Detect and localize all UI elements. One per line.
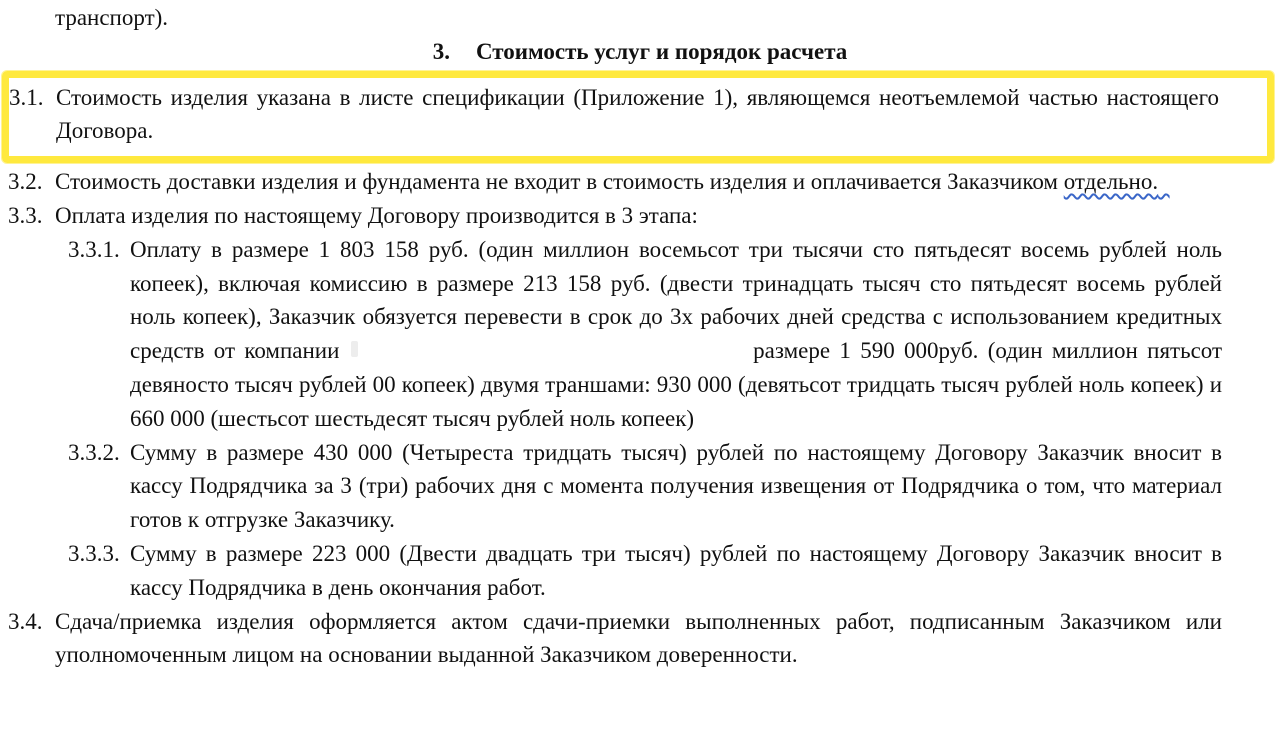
clause-3-4 bbox=[0, 605, 1280, 673]
redacted-company-name bbox=[349, 357, 744, 358]
clause-number: 3.3.3. bbox=[68, 540, 120, 566]
yellow-highlight-box bbox=[2, 71, 1274, 164]
previous-paragraph-fragment: транспорт). bbox=[55, 5, 169, 30]
clause-text-before-redaction: Оплату в размере 1 803 158 руб. (один миллион восемьсот три тысячи сто пятьдесят восемь рублей ноль копеек), включая комиссию в размере 213 158 руб. (двести тринадцать тысяч сто пятьдесят восемь рублей ноль копеек), Заказчик обязуется перевести в срок до 3х рабочих дней средства с использованием кредитных средств от компании bbox=[130, 236, 1222, 364]
clause-text bbox=[130, 233, 1280, 436]
clause-3-3-3 bbox=[0, 537, 1280, 605]
clause-text bbox=[55, 165, 1280, 199]
clause-3-3-1 bbox=[0, 233, 1280, 436]
clause-number: 3.2. bbox=[8, 169, 43, 195]
spellcheck-flagged-word: отдельно. bbox=[1063, 169, 1159, 195]
clause-text: Сдача/приемка изделия оформляется актом сдачи-приемки выполненных работ, подписанным Заказчиком или уполномоченным лицом на основании выданной Заказчиком доверенности. bbox=[55, 608, 1222, 668]
clause-number: 3.4. bbox=[8, 608, 43, 634]
clause-3-3-2 bbox=[0, 436, 1280, 537]
clause-text-main: Стоимость доставки изделия и фундамента не входит в стоимость изделия и оплачивается Заказчиком bbox=[55, 169, 1064, 195]
clause-number: 3.1. bbox=[9, 84, 44, 110]
clause-text: Сумму в размере 430 000 (Четыреста тридцать тысяч) рублей по настоящему Договору Заказчик вносит в кассу Подрядчика за 3 (три) рабочих дня с момента получения извещения от Подрядчика о том, что материал готов к отгрузке Заказчику. bbox=[130, 439, 1222, 533]
clause-text-after-redaction: размере 1 590 000руб. (один миллион пятьсот девяносто тысяч рублей 00 копеек) двумя траншами: 930 000 (девятьсот тридцать тысяч рублей ноль копеек) и 660 000 (шестьсот шестьдесят тысяч рублей ноль копеек) bbox=[130, 338, 1223, 431]
clause-3-1 bbox=[9, 81, 1267, 149]
clause-3-2 bbox=[0, 165, 1280, 199]
section-heading bbox=[0, 35, 1280, 71]
section-title: Стоимость услуг и порядок расчета bbox=[475, 38, 848, 64]
clause-number: 3.3. bbox=[8, 202, 43, 228]
clause-number: 3.3.1. bbox=[68, 236, 120, 262]
clause-number: 3.3.2. bbox=[68, 439, 120, 465]
clause-text: Оплата изделия по настоящему Договору производится в 3 этапа: bbox=[55, 202, 698, 228]
section-number: 3. bbox=[432, 38, 450, 64]
clause-3-3 bbox=[0, 199, 1280, 233]
clause-text: Сумму в размере 223 000 (Двести двадцать три тысяч) рублей по настоящему Договору Заказчик вносит в кассу Подрядчика в день окончания работ. bbox=[130, 540, 1222, 600]
spellcheck-squiggle-tail bbox=[1158, 169, 1170, 194]
redaction-smudge bbox=[351, 341, 358, 357]
clause-text: Стоимость изделия указана в листе спецификации (Приложение 1), являющемся неотъемлемой частью настоящего Договора. bbox=[56, 84, 1219, 144]
